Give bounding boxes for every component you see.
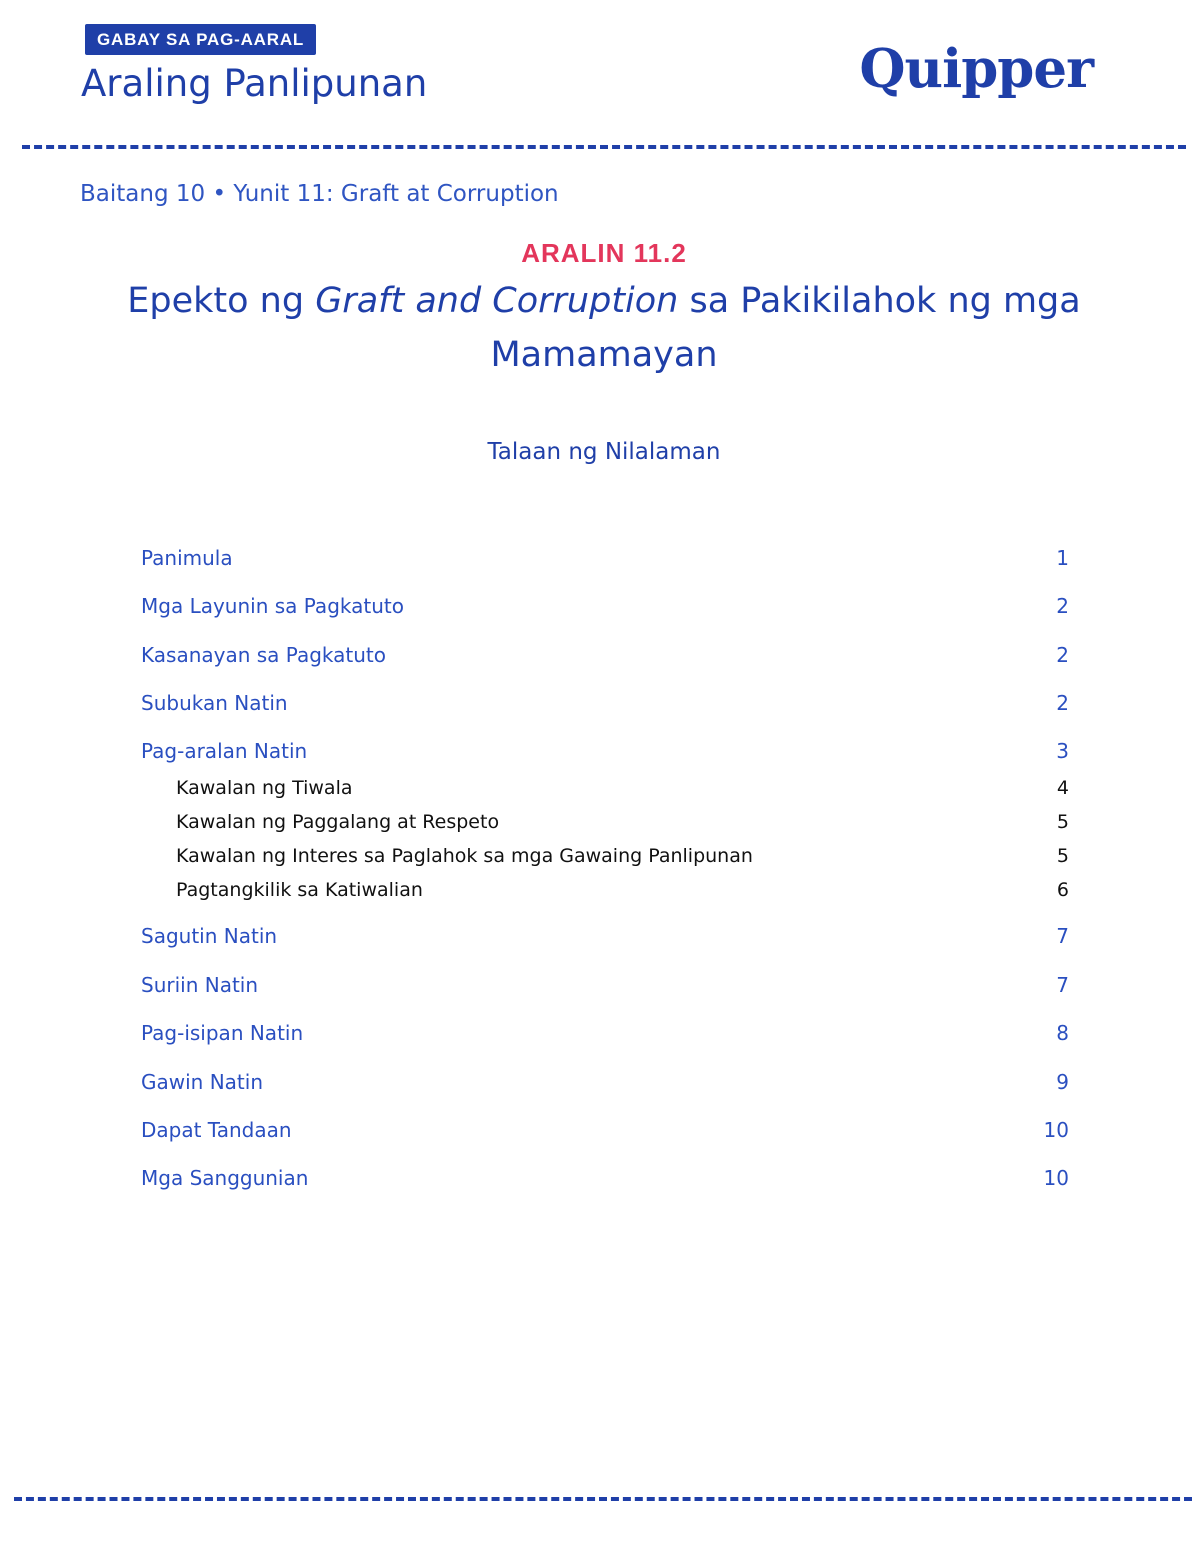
toc-item-page: 6 [1056,879,1069,901]
toc-item[interactable] [141,1163,1069,1193]
toc-item-label: Pag-aralan Natin [141,739,308,763]
top-dashed-divider [22,145,1186,149]
toc-item-page: 7 [1056,924,1069,948]
lesson-title-part2: sa Pakikilahok ng mga Mamamayan [490,281,1081,375]
toc-item-label: Subukan Natin [141,691,288,715]
toc-item-label: Mga Sanggunian [141,1166,309,1190]
lesson-title [100,274,1108,382]
toc-subitem[interactable] [141,875,1069,905]
toc-item-page: 10 [1043,1118,1069,1142]
toc-item-label: Sagutin Natin [141,924,278,948]
toc-subitem[interactable] [141,773,1069,803]
grade-unit-line: Baitang 10 • Yunit 11: Graft at Corruption [80,181,559,207]
guide-badge: GABAY SA PAG-AARAL [85,24,316,55]
toc-item-page: 4 [1056,777,1069,799]
toc-item-page: 7 [1056,973,1069,997]
toc-item-label: Mga Layunin sa Pagkatuto [141,594,404,618]
toc-item-page: 2 [1056,643,1069,667]
toc-heading: Talaan ng Nilalaman [487,439,721,465]
toc-item[interactable] [141,1115,1069,1145]
toc-item-label: Kasanayan sa Pagkatuto [141,643,386,667]
toc-item[interactable] [141,688,1069,718]
toc-item[interactable] [141,736,1069,766]
toc-item-page: 3 [1056,739,1069,763]
toc-item-label: Suriin Natin [141,973,259,997]
toc-item[interactable] [141,1018,1069,1048]
toc-item-label: Gawin Natin [141,1070,263,1094]
toc-item[interactable] [141,970,1069,1000]
lesson-number: ARALIN 11.2 [521,238,687,268]
toc-item-page: 9 [1056,1070,1069,1094]
toc-item-label: Kawalan ng Interes sa Paglahok sa mga Gawaing Panlipunan [176,845,753,867]
bottom-dashed-divider [14,1497,1192,1501]
toc-item[interactable] [141,591,1069,621]
toc-item-label: Kawalan ng Tiwala [176,777,353,799]
toc-item-label: Kawalan ng Paggalang at Respeto [176,811,500,833]
toc-item-label: Dapat Tandaan [141,1118,292,1142]
toc-item-page: 10 [1043,1166,1069,1190]
toc-item-label: Panimula [141,546,233,570]
toc-item-page: 2 [1056,691,1069,715]
toc-item-page: 8 [1056,1021,1069,1045]
toc-item-page: 5 [1056,811,1069,833]
toc-subitem[interactable] [141,807,1069,837]
toc-subitem[interactable] [141,841,1069,871]
toc-item-label: Pag-isipan Natin [141,1021,304,1045]
toc-item-page: 5 [1056,845,1069,867]
lesson-title-italic: Graft and Corruption [315,281,679,321]
toc-item-page: 2 [1056,594,1069,618]
lesson-title-part1: Epekto ng [127,281,316,321]
toc-item[interactable] [141,921,1069,951]
toc-item-label: Pagtangkilik sa Katiwalian [176,879,423,901]
toc-item[interactable] [141,543,1069,573]
toc-item[interactable] [141,640,1069,670]
subject-title: Araling Panlipunan [81,62,428,105]
toc-item[interactable] [141,1067,1069,1097]
quipper-logo: Quipper [859,38,1093,100]
toc-item-page: 1 [1056,546,1069,570]
